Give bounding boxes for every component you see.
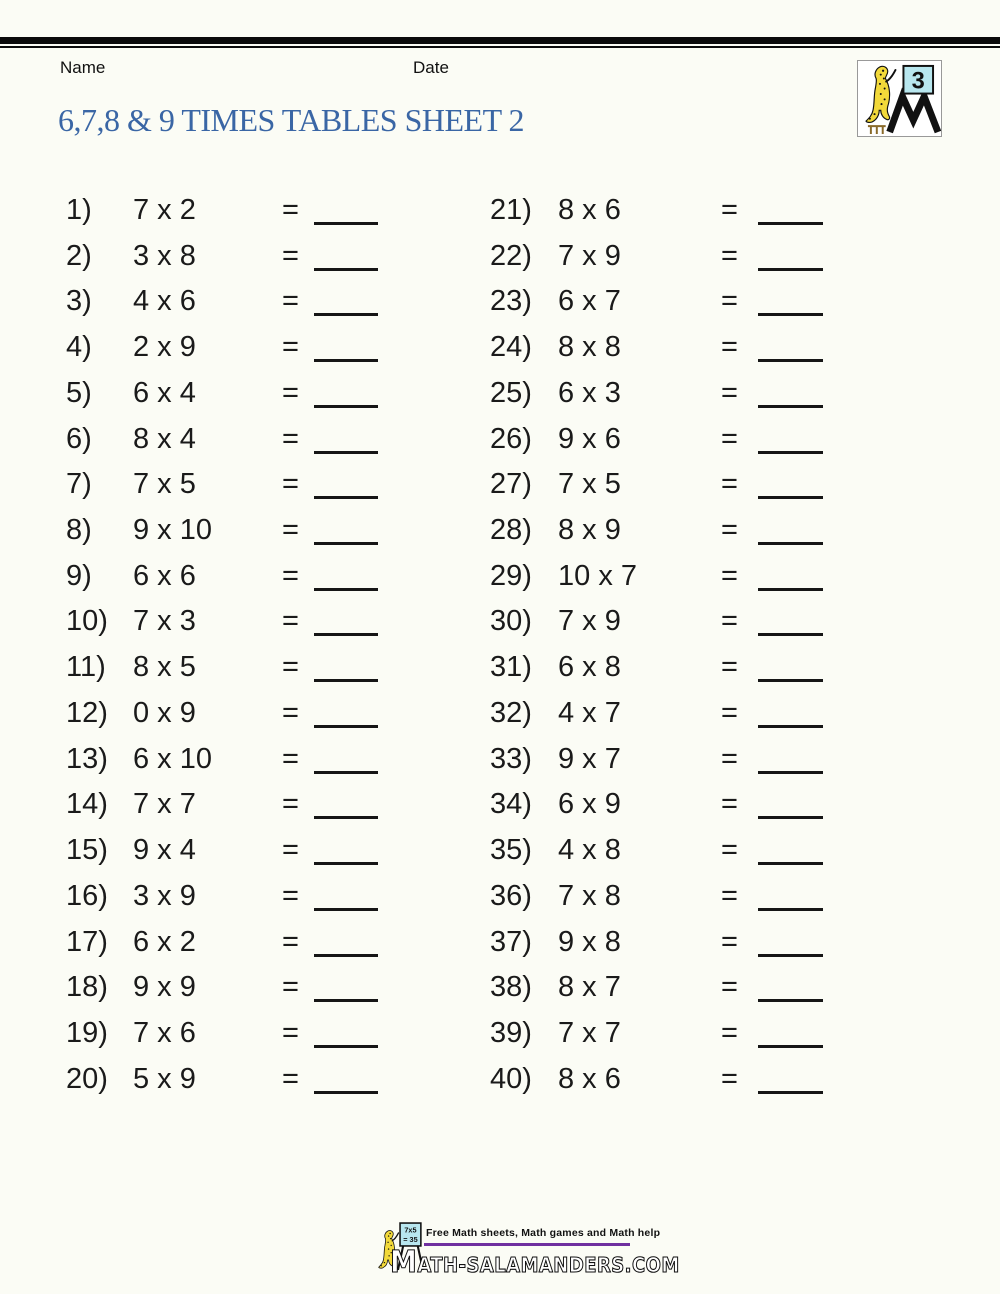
problem-number: 23) <box>490 285 532 318</box>
equals-sign: = <box>721 1062 738 1095</box>
problem-expression: 9 x 4 <box>133 834 196 867</box>
problem-row <box>0 278 1000 324</box>
answer-blank[interactable] <box>758 835 823 865</box>
equals-sign: = <box>721 879 738 912</box>
board-text-line2: = 35 <box>403 1234 418 1244</box>
problem-expression: 8 x 6 <box>558 1062 621 1095</box>
equals-sign: = <box>282 1016 299 1049</box>
answer-blank[interactable] <box>314 378 378 408</box>
answer-blank[interactable] <box>314 241 378 271</box>
problem-expression: 7 x 6 <box>133 1016 196 1049</box>
problem-expression: 8 x 4 <box>133 422 196 455</box>
equals-sign: = <box>282 925 299 958</box>
answer-blank[interactable] <box>314 286 378 316</box>
equals-sign: = <box>282 879 299 912</box>
badge-number: 3 <box>911 68 925 95</box>
problem-number: 18) <box>66 971 108 1004</box>
problem-row <box>0 644 1000 690</box>
equals-sign: = <box>721 514 738 547</box>
equals-sign: = <box>282 971 299 1004</box>
top-rule-thin <box>0 46 1000 48</box>
answer-blank[interactable] <box>314 561 378 591</box>
problem-expression: 9 x 9 <box>133 971 196 1004</box>
problem-number: 11) <box>66 651 106 684</box>
problem-number: 16) <box>66 879 108 912</box>
problem-number: 12) <box>66 696 108 729</box>
problem-expression: 8 x 9 <box>558 514 621 547</box>
problem-number: 40) <box>490 1062 532 1095</box>
problem-number: 33) <box>490 742 532 775</box>
problem-number: 17) <box>66 925 108 958</box>
problem-row <box>0 553 1000 599</box>
equals-sign: = <box>282 514 299 547</box>
answer-blank[interactable] <box>758 698 823 728</box>
answer-blank[interactable] <box>758 195 823 225</box>
answer-blank[interactable] <box>758 1018 823 1048</box>
problem-number: 31) <box>490 651 532 684</box>
equals-sign: = <box>721 696 738 729</box>
problem-number: 5) <box>66 376 92 409</box>
answer-blank[interactable] <box>314 332 378 362</box>
problem-number: 14) <box>66 788 108 821</box>
problem-expression: 9 x 6 <box>558 422 621 455</box>
problem-number: 26) <box>490 422 532 455</box>
answer-blank[interactable] <box>314 744 378 774</box>
problem-expression: 7 x 8 <box>558 879 621 912</box>
page-title: 6,7,8 & 9 TIMES TABLES SHEET 2 <box>58 102 525 138</box>
problem-row <box>0 233 1000 279</box>
footer-branding <box>374 1220 684 1278</box>
equals-sign: = <box>282 285 299 318</box>
problem-row <box>0 781 1000 827</box>
problem-expression: 7 x 9 <box>558 605 621 638</box>
answer-blank[interactable] <box>314 1064 378 1094</box>
equals-sign: = <box>282 788 299 821</box>
problem-number: 1) <box>66 194 92 226</box>
problem-expression: 8 x 8 <box>558 331 621 364</box>
problem-number: 6) <box>66 422 92 455</box>
answer-blank[interactable] <box>758 378 823 408</box>
problem-expression: 7 x 9 <box>558 239 621 272</box>
problem-row <box>0 1010 1000 1056</box>
answer-blank[interactable] <box>758 927 823 957</box>
problem-expression: 7 x 2 <box>133 194 196 226</box>
problem-number: 39) <box>490 1016 532 1049</box>
problem-number: 27) <box>490 468 532 501</box>
date-field-label: Date <box>413 58 449 77</box>
problem-expression: 6 x 10 <box>133 742 212 775</box>
problem-expression: 6 x 2 <box>133 925 196 958</box>
equals-sign: = <box>721 559 738 592</box>
problem-row <box>0 187 1000 233</box>
problem-expression: 9 x 8 <box>558 925 621 958</box>
answer-blank[interactable] <box>314 698 378 728</box>
equals-sign: = <box>721 651 738 684</box>
problem-number: 25) <box>490 376 532 409</box>
answer-blank[interactable] <box>314 606 378 636</box>
answer-blank[interactable] <box>758 881 823 911</box>
equals-sign: = <box>721 422 738 455</box>
problem-expression: 6 x 4 <box>133 376 196 409</box>
problem-expression: 7 x 5 <box>133 468 196 501</box>
problem-number: 35) <box>490 834 532 867</box>
equals-sign: = <box>282 422 299 455</box>
answer-blank[interactable] <box>314 652 378 682</box>
problem-row <box>0 598 1000 644</box>
problem-number: 29) <box>490 559 532 592</box>
site-logo <box>857 60 942 137</box>
problem-expression: 6 x 7 <box>558 285 621 318</box>
equals-sign: = <box>721 605 738 638</box>
answer-blank[interactable] <box>314 515 378 545</box>
problem-expression: 7 x 7 <box>558 1016 621 1049</box>
problem-expression: 8 x 5 <box>133 651 196 684</box>
equals-sign: = <box>721 971 738 1004</box>
answer-blank[interactable] <box>758 469 823 499</box>
equals-sign: = <box>721 834 738 867</box>
problem-expression: 3 x 9 <box>133 879 196 912</box>
answer-blank[interactable] <box>314 927 378 957</box>
footer-wordmark: MATH-SALAMANDERS.COM <box>390 1245 680 1280</box>
footer-tagline: Free Math sheets, Math games and Math help <box>426 1227 661 1239</box>
top-rule <box>0 37 1000 48</box>
problem-expression: 4 x 8 <box>558 834 621 867</box>
equals-sign: = <box>721 468 738 501</box>
answer-blank[interactable] <box>314 469 378 499</box>
answer-blank[interactable] <box>314 789 378 819</box>
problem-number: 10) <box>66 605 108 638</box>
equals-sign: = <box>721 194 738 226</box>
answer-blank[interactable] <box>758 241 823 271</box>
answer-blank[interactable] <box>758 286 823 316</box>
problem-expression: 7 x 3 <box>133 605 196 638</box>
problem-expression: 4 x 6 <box>133 285 196 318</box>
problem-row <box>0 964 1000 1010</box>
problem-expression: 7 x 5 <box>558 468 621 501</box>
answer-blank[interactable] <box>758 561 823 591</box>
problem-number: 13) <box>66 742 108 775</box>
top-rule-thick <box>0 37 1000 44</box>
answer-blank[interactable] <box>758 789 823 819</box>
problem-number: 38) <box>490 971 532 1004</box>
problem-number: 4) <box>66 331 92 364</box>
answer-blank[interactable] <box>314 195 378 225</box>
problem-number: 21) <box>490 194 532 226</box>
equals-sign: = <box>282 605 299 638</box>
problem-number: 32) <box>490 696 532 729</box>
equals-sign: = <box>721 1016 738 1049</box>
problem-expression: 10 x 7 <box>558 559 637 592</box>
problem-number: 19) <box>66 1016 108 1049</box>
problem-number: 30) <box>490 605 532 638</box>
problem-row <box>0 416 1000 462</box>
problem-number: 8) <box>66 514 92 547</box>
problem-row <box>0 507 1000 553</box>
equals-sign: = <box>282 239 299 272</box>
equals-sign: = <box>721 742 738 775</box>
problem-expression: 6 x 8 <box>558 651 621 684</box>
problem-expression: 2 x 9 <box>133 331 196 364</box>
problem-row <box>0 690 1000 736</box>
board-text-line1: 7x5 <box>404 1225 417 1235</box>
answer-blank[interactable] <box>314 972 378 1002</box>
answer-blank[interactable] <box>758 972 823 1002</box>
equals-sign: = <box>721 239 738 272</box>
answer-blank[interactable] <box>314 424 378 454</box>
problem-number: 2) <box>66 239 92 272</box>
problem-row <box>0 370 1000 416</box>
salamander-easel-icon <box>858 61 941 136</box>
problem-number: 34) <box>490 788 532 821</box>
problem-expression: 6 x 9 <box>558 788 621 821</box>
answer-blank[interactable] <box>314 835 378 865</box>
problem-row <box>0 461 1000 507</box>
problem-number: 20) <box>66 1062 108 1095</box>
problem-expression: 7 x 7 <box>133 788 196 821</box>
problem-expression: 4 x 7 <box>558 696 621 729</box>
problem-expression: 9 x 10 <box>133 514 212 547</box>
equals-sign: = <box>721 331 738 364</box>
answer-blank[interactable] <box>314 881 378 911</box>
equals-sign: = <box>721 788 738 821</box>
problem-row <box>0 1056 1000 1102</box>
problem-number: 22) <box>490 239 532 272</box>
equals-sign: = <box>721 285 738 318</box>
problem-expression: 6 x 6 <box>133 559 196 592</box>
problem-expression: 3 x 8 <box>133 239 196 272</box>
problem-number: 28) <box>490 514 532 547</box>
stool-icon <box>868 126 886 134</box>
answer-blank[interactable] <box>758 424 823 454</box>
problem-number: 7) <box>66 468 92 501</box>
equals-sign: = <box>282 559 299 592</box>
equals-sign: = <box>721 925 738 958</box>
answer-blank[interactable] <box>758 1064 823 1094</box>
problem-number: 15) <box>66 834 108 867</box>
problem-expression: 8 x 7 <box>558 971 621 1004</box>
problem-number: 37) <box>490 925 532 958</box>
equals-sign: = <box>282 651 299 684</box>
equals-sign: = <box>282 1062 299 1095</box>
problem-row <box>0 324 1000 370</box>
name-field-label: Name <box>60 58 106 77</box>
equals-sign: = <box>282 834 299 867</box>
equals-sign: = <box>282 742 299 775</box>
equals-sign: = <box>282 696 299 729</box>
problem-expression: 9 x 7 <box>558 742 621 775</box>
problem-expression: 0 x 9 <box>133 696 196 729</box>
problem-number: 3) <box>66 285 92 318</box>
equals-sign: = <box>282 194 299 226</box>
answer-blank[interactable] <box>758 606 823 636</box>
answer-blank[interactable] <box>758 332 823 362</box>
problem-number: 36) <box>490 879 532 912</box>
answer-blank[interactable] <box>758 515 823 545</box>
equals-sign: = <box>282 468 299 501</box>
problem-row <box>0 873 1000 919</box>
equals-sign: = <box>282 331 299 364</box>
equals-sign: = <box>282 376 299 409</box>
problem-expression: 8 x 6 <box>558 194 621 226</box>
answer-blank[interactable] <box>758 652 823 682</box>
problem-row <box>0 919 1000 965</box>
equals-sign: = <box>721 376 738 409</box>
problem-number: 9) <box>66 559 92 592</box>
problem-expression: 6 x 3 <box>558 376 621 409</box>
problem-number: 24) <box>490 331 532 364</box>
answer-blank[interactable] <box>314 1018 378 1048</box>
problem-row <box>0 827 1000 873</box>
problem-row <box>0 736 1000 782</box>
problem-expression: 5 x 9 <box>133 1062 196 1095</box>
answer-blank[interactable] <box>758 744 823 774</box>
